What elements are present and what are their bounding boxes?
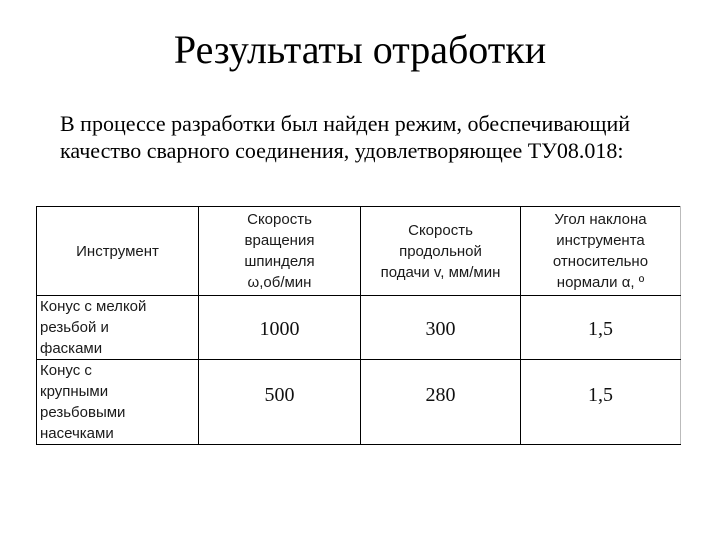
header-feed-speed [361, 207, 521, 296]
header-rotation-speed [199, 207, 361, 296]
header-line: относительно [552, 253, 649, 270]
header-line: подачи v, мм/мин [380, 263, 501, 281]
intro-line: В процессе разработки был найден режим, обеспечивающий [60, 111, 631, 136]
header-tilt-angle [521, 207, 681, 296]
table-header-row [37, 207, 681, 296]
rotation-speed-cell: 500 [199, 360, 361, 445]
tool-cell [37, 360, 199, 445]
feed-speed-cell: 300 [361, 296, 521, 360]
tool-line: фасками [40, 340, 103, 357]
header-tool [37, 207, 199, 296]
intro-line: качество сварного соединения, удовлетворяющее ТУ08.018: [60, 138, 624, 163]
feed-speed-cell: 280 [361, 360, 521, 445]
tool-line: Конус с [40, 362, 92, 379]
header-line: вращения [244, 232, 315, 249]
header-line: Скорость [247, 211, 312, 228]
header-line: Угол наклона [554, 211, 647, 228]
tool-line: насечками [40, 425, 114, 442]
page-title: Результаты отработки [173, 27, 547, 72]
results-table [36, 206, 681, 445]
tilt-angle-cell: 1,5 [521, 296, 681, 360]
header-line: ω,об/мин [247, 274, 312, 291]
table-row [37, 360, 681, 445]
tool-line: крупными [40, 383, 109, 400]
header-line: продольной [399, 242, 482, 260]
intro-text [60, 110, 700, 164]
tool-line: Конус с мелкой [40, 298, 147, 315]
rotation-speed-cell: 1000 [199, 296, 361, 360]
tool-cell [37, 296, 199, 360]
tool-line: резьбовыми [40, 404, 126, 421]
header-line: шпинделя [244, 253, 315, 270]
tilt-angle-cell: 1,5 [521, 360, 681, 445]
header-line: инструмента [556, 232, 645, 249]
header-line: нормали α, º [556, 274, 645, 291]
header-line: Скорость [408, 221, 473, 239]
header-line: Инструмент [76, 242, 159, 260]
table-row [37, 296, 681, 360]
tool-line: резьбой и [40, 319, 109, 336]
